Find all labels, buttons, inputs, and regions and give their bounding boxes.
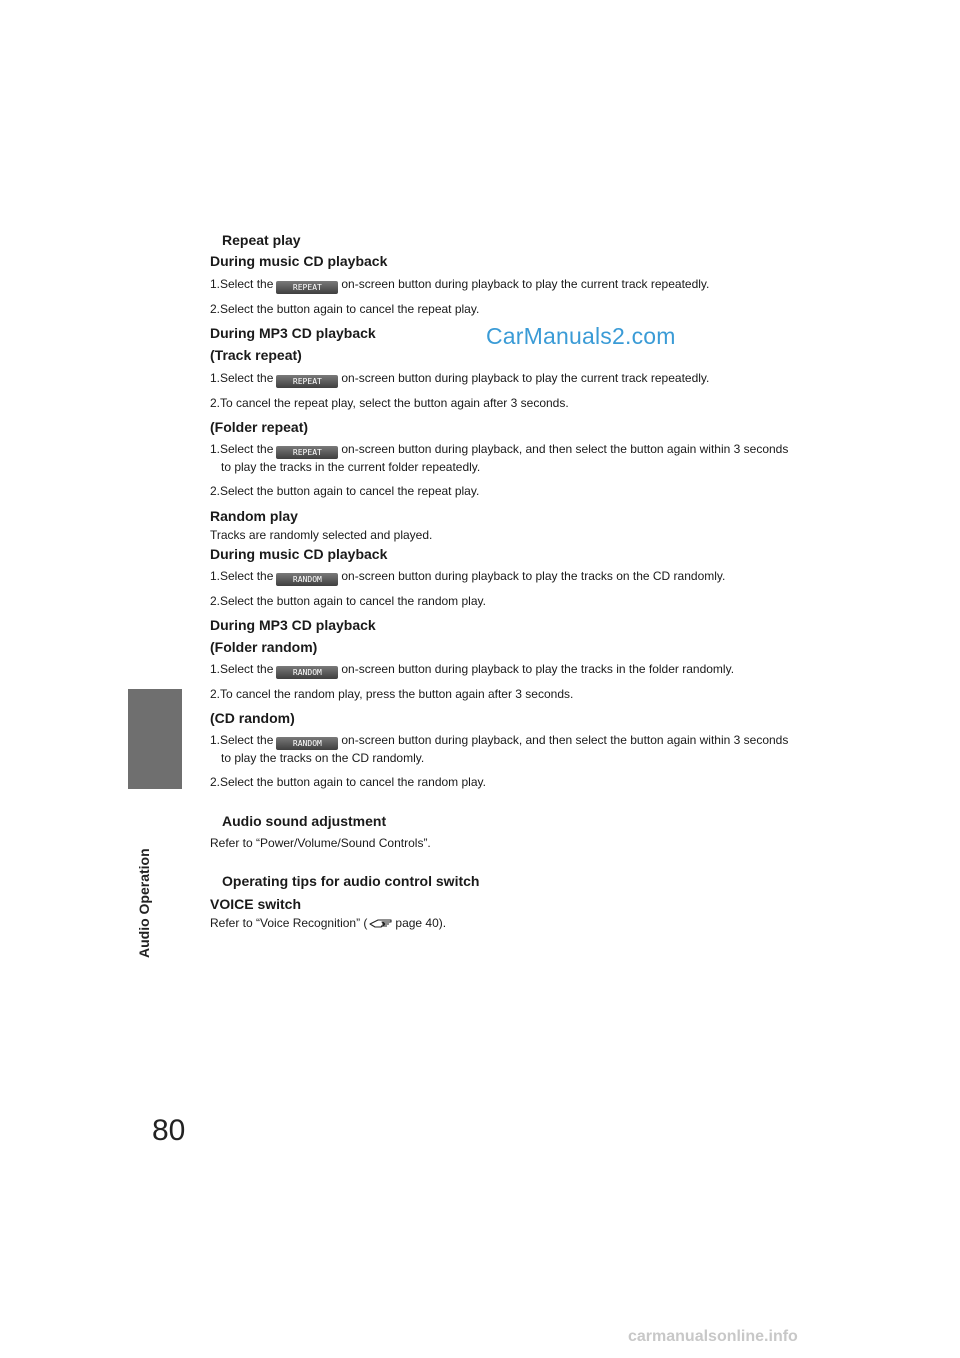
- page-number: 80: [152, 1114, 186, 1147]
- repeat-music-step-2: 2.Select the button again to cancel the repeat play.: [210, 302, 480, 316]
- track-repeat-step-2: 2.To cancel the repeat play, select the button again after 3 seconds.: [210, 396, 569, 410]
- random-music-step-1: 1.Select the RANDOM on-screen button during playback to play the tracks on the CD randomly.: [210, 569, 726, 584]
- repeat-music-step-1: 1.Select the REPEAT on-screen button during playback to play the current track repeatedly.: [210, 277, 710, 292]
- random-intro: Tracks are randomly selected and played.: [210, 528, 433, 542]
- folder-random-step-1: 1.Select the RANDOM on-screen button during playback to play the tracks in the folder randomly.: [210, 662, 735, 677]
- sound-adjustment-heading: Audio sound adjustment: [222, 813, 387, 829]
- section-tab: [128, 689, 182, 789]
- repeat-play-heading: Repeat play: [222, 232, 301, 248]
- footer-watermark: carmanualsonline.info: [628, 1328, 798, 1345]
- repeat-button-icon: REPEAT: [276, 281, 338, 294]
- page-content: [210, 230, 790, 931]
- voice-switch-heading: VOICE switch: [210, 896, 302, 912]
- voice-switch-text: Refer to “Voice Recognition” ( page 40).: [210, 916, 447, 930]
- repeat-music-cd-heading: During music CD playback: [210, 253, 388, 269]
- folder-repeat-step-1: 1.Select the REPEAT on-screen button during playback, and then select the button again within 3 seconds to play the tracks in the current folder repeatedly.: [210, 442, 789, 474]
- repeat-button-icon: REPEAT: [276, 446, 338, 459]
- folder-repeat-heading: (Folder repeat): [210, 419, 309, 435]
- folder-random-step-2: 2.To cancel the random play, press the button again after 3 seconds.: [210, 687, 574, 701]
- repeat-mp3-heading: During MP3 CD playback: [210, 325, 376, 341]
- track-repeat-heading: (Track repeat): [210, 347, 302, 363]
- cd-random-heading: (CD random): [210, 710, 295, 726]
- watermark: CarManuals2.com: [486, 323, 676, 349]
- folder-repeat-step-2: 2.Select the button again to cancel the repeat play.: [210, 484, 480, 498]
- random-music-cd-heading: During music CD playback: [210, 546, 388, 562]
- random-button-icon: RANDOM: [276, 573, 338, 586]
- folder-random-heading: (Folder random): [210, 639, 318, 655]
- cd-random-step-2: 2.Select the button again to cancel the random play.: [210, 775, 486, 789]
- random-mp3-heading: During MP3 CD playback: [210, 617, 376, 633]
- random-play-heading: Random play: [210, 508, 298, 524]
- sound-adjustment-text: Refer to “Power/Volume/Sound Controls”.: [210, 836, 431, 850]
- repeat-button-icon: REPEAT: [276, 375, 338, 388]
- pointing-hand-icon: [369, 917, 393, 929]
- random-button-icon: RANDOM: [276, 737, 338, 750]
- cd-random-step-1: 1.Select the RANDOM on-screen button during playback, and then select the button again within 3 seconds to play the tracks on the CD randomly.: [210, 733, 789, 765]
- random-music-step-2: 2.Select the button again to cancel the random play.: [210, 594, 486, 608]
- tips-heading: Operating tips for audio control switch: [222, 873, 480, 889]
- track-repeat-step-1: 1.Select the REPEAT on-screen button during playback to play the current track repeatedly.: [210, 371, 710, 386]
- random-button-icon: RANDOM: [276, 666, 338, 679]
